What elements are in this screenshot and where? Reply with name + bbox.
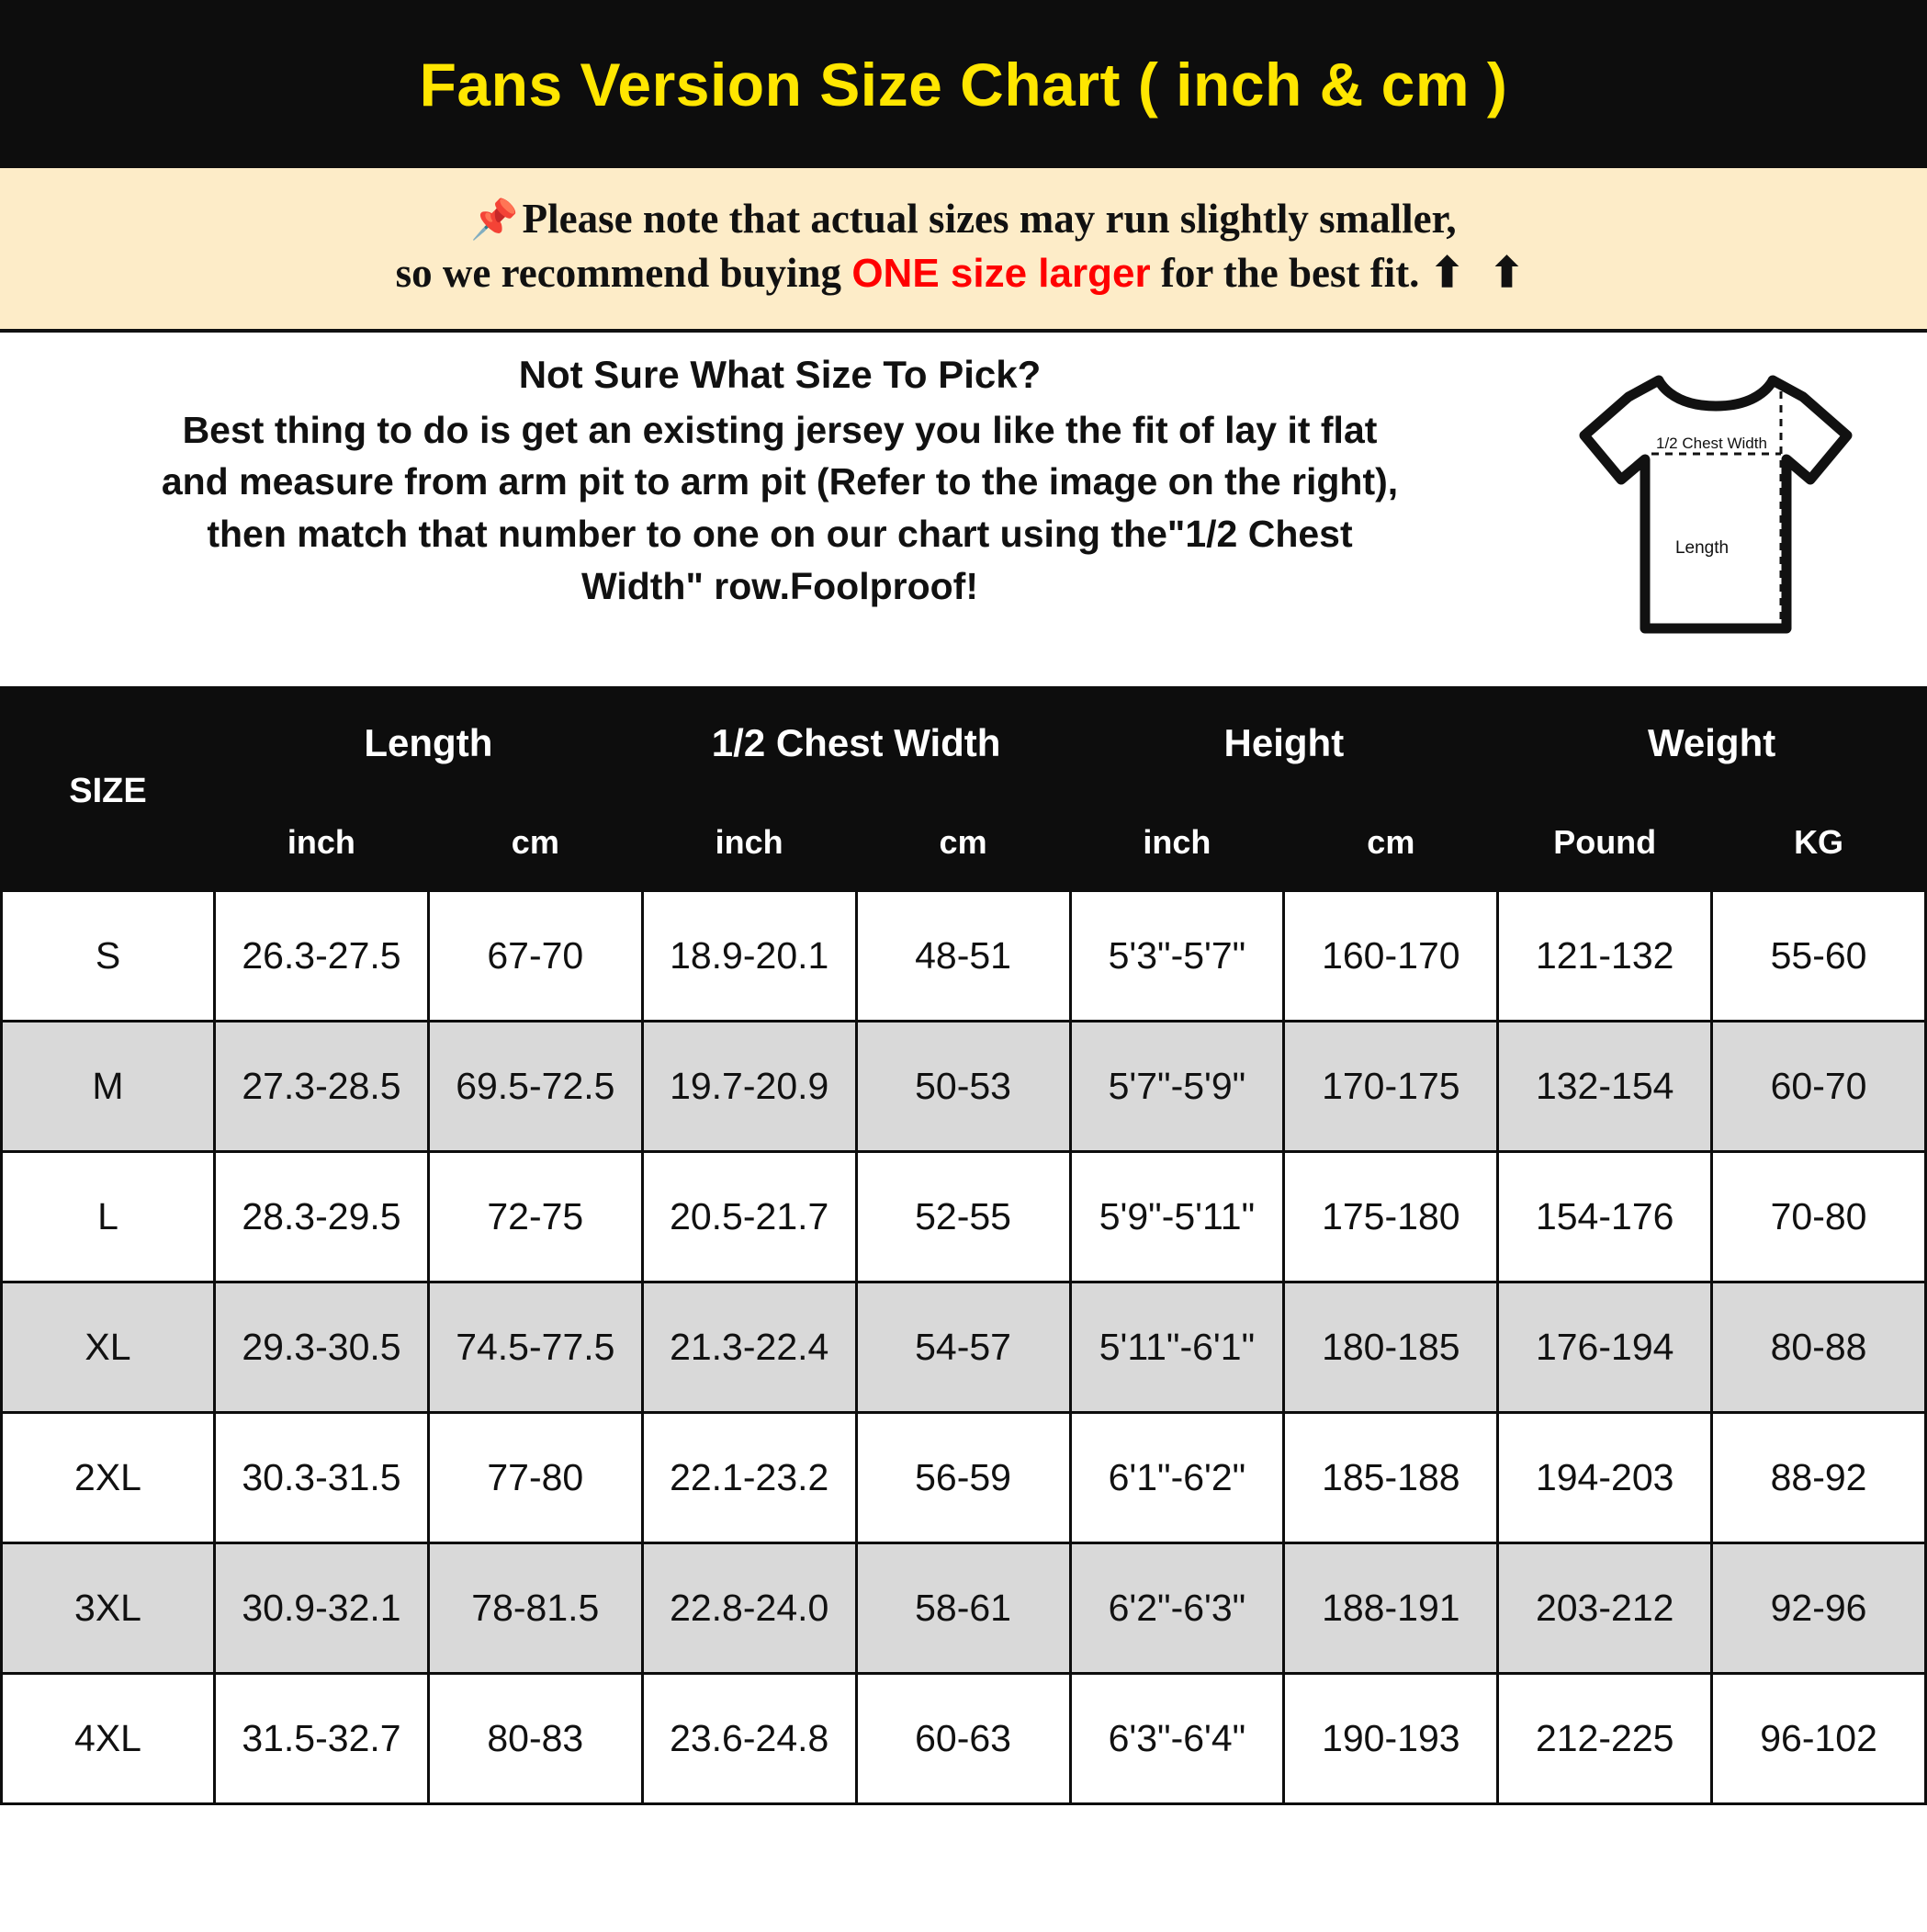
measurement-cell: 23.6-24.8: [642, 1673, 856, 1803]
pin-icon: 📌: [470, 199, 519, 242]
measurement-cell: 154-176: [1498, 1151, 1712, 1282]
measurement-cell: 72-75: [428, 1151, 642, 1282]
size-note-banner: [0, 168, 1927, 333]
note-line-2-suffix: for the best fit.: [1150, 250, 1430, 297]
header-group-chest-width: 1/2 Chest Width: [642, 692, 1070, 795]
measurement-cell: 212-225: [1498, 1673, 1712, 1803]
measurement-cell: 22.1-23.2: [642, 1412, 856, 1542]
measurement-cell: 58-61: [856, 1542, 1070, 1673]
size-label-cell: M: [2, 1021, 215, 1151]
measurement-cell: 190-193: [1284, 1673, 1498, 1803]
measurement-cell: 70-80: [1712, 1151, 1926, 1282]
table-row: [2, 1021, 1926, 1151]
table-row: [2, 1673, 1926, 1803]
measurement-cell: 19.7-20.9: [642, 1021, 856, 1151]
measurement-cell: 80-88: [1712, 1282, 1926, 1412]
size-table-body: [2, 890, 1926, 1803]
header-unit-length-inch: inch: [215, 795, 429, 890]
note-emphasis: ONE size larger: [851, 251, 1151, 297]
advice-text-block: [9, 353, 1550, 612]
measurement-cell: 20.5-21.7: [642, 1151, 856, 1282]
measurement-cell: 31.5-32.7: [215, 1673, 429, 1803]
header-unit-weight-kg: KG: [1712, 795, 1926, 890]
table-header-group-row: [2, 692, 1926, 795]
measurement-cell: 88-92: [1712, 1412, 1926, 1542]
table-row: [2, 890, 1926, 1021]
measurement-cell: 69.5-72.5: [428, 1021, 642, 1151]
note-line-2-prefix: so we recommend buying: [395, 250, 852, 297]
tshirt-diagram: [1550, 353, 1918, 656]
table-row: [2, 1542, 1926, 1673]
measurement-cell: 6'2"-6'3": [1070, 1542, 1284, 1673]
measurement-cell: 29.3-30.5: [215, 1282, 429, 1412]
measurement-cell: 5'11"-6'1": [1070, 1282, 1284, 1412]
measurement-cell: 74.5-77.5: [428, 1282, 642, 1412]
advice-line-2: and measure from arm pit to arm pit (Refer to the image on the right),: [161, 460, 1399, 503]
header-group-weight: Weight: [1498, 692, 1926, 795]
measurement-cell: 21.3-22.4: [642, 1282, 856, 1412]
measurement-cell: 55-60: [1712, 890, 1926, 1021]
size-label-cell: XL: [2, 1282, 215, 1412]
size-label-cell: 3XL: [2, 1542, 215, 1673]
header-group-height: Height: [1070, 692, 1498, 795]
header-unit-chest-cm: cm: [856, 795, 1070, 890]
measurement-cell: 18.9-20.1: [642, 890, 856, 1021]
measurement-cell: 170-175: [1284, 1021, 1498, 1151]
note-line-1: [18, 192, 1909, 246]
header-unit-chest-inch: inch: [642, 795, 856, 890]
size-label-cell: 4XL: [2, 1673, 215, 1803]
measurement-cell: 80-83: [428, 1673, 642, 1803]
size-label-cell: S: [2, 890, 215, 1021]
up-arrows-icon: ⬆ ⬆: [1429, 250, 1532, 297]
measurement-cell: 5'7"-5'9": [1070, 1021, 1284, 1151]
measurement-cell: 22.8-24.0: [642, 1542, 856, 1673]
measurement-cell: 30.3-31.5: [215, 1412, 429, 1542]
measurement-cell: 121-132: [1498, 890, 1712, 1021]
advice-line-4: Width" row.Foolproof!: [581, 564, 978, 607]
measurement-cell: 175-180: [1284, 1151, 1498, 1282]
measurement-cell: 5'9"-5'11": [1070, 1151, 1284, 1282]
measurement-cell: 56-59: [856, 1412, 1070, 1542]
header-unit-height-inch: inch: [1070, 795, 1284, 890]
measurement-cell: 194-203: [1498, 1412, 1712, 1542]
measurement-cell: 60-63: [856, 1673, 1070, 1803]
advice-line-3: then match that number to one on our chart using the"1/2 Chest: [207, 512, 1353, 555]
measurement-cell: 50-53: [856, 1021, 1070, 1151]
measurement-cell: 92-96: [1712, 1542, 1926, 1673]
note-line-1-text: Please note that actual sizes may run slightly smaller,: [522, 196, 1457, 242]
measurement-cell: 77-80: [428, 1412, 642, 1542]
size-label-cell: L: [2, 1151, 215, 1282]
header-size: SIZE: [2, 692, 215, 890]
measurement-cell: 67-70: [428, 890, 642, 1021]
table-row: [2, 1282, 1926, 1412]
header-group-length: Length: [215, 692, 643, 795]
measurement-cell: 203-212: [1498, 1542, 1712, 1673]
tshirt-icon: [1564, 353, 1867, 656]
header-unit-height-cm: cm: [1284, 795, 1498, 890]
size-label-cell: 2XL: [2, 1412, 215, 1542]
chest-width-label: 1/2 Chest Width: [1656, 434, 1767, 452]
measurement-cell: 160-170: [1284, 890, 1498, 1021]
advice-line-1: Best thing to do is get an existing jersey you like the fit of lay it flat: [182, 408, 1378, 451]
header-unit-weight-pound: Pound: [1498, 795, 1712, 890]
header-unit-length-cm: cm: [428, 795, 642, 890]
table-row: [2, 1412, 1926, 1542]
chart-title-bar: [0, 0, 1927, 168]
measurement-cell: 6'1"-6'2": [1070, 1412, 1284, 1542]
advice-heading: Not Sure What Size To Pick?: [518, 352, 1042, 396]
length-label: Length: [1674, 537, 1730, 558]
measurement-cell: 96-102: [1712, 1673, 1926, 1803]
measurement-cell: 60-70: [1712, 1021, 1926, 1151]
table-header-unit-row: [2, 795, 1926, 890]
page-title: Fans Version Size Chart ( inch & cm ): [419, 50, 1508, 119]
measurement-cell: 6'3"-6'4": [1070, 1673, 1284, 1803]
measurement-cell: 78-81.5: [428, 1542, 642, 1673]
measurement-cell: 180-185: [1284, 1282, 1498, 1412]
measuring-advice-section: [0, 333, 1927, 691]
table-row: [2, 1151, 1926, 1282]
measurement-cell: 188-191: [1284, 1542, 1498, 1673]
measurement-cell: 27.3-28.5: [215, 1021, 429, 1151]
measurement-cell: 26.3-27.5: [215, 890, 429, 1021]
measurement-cell: 132-154: [1498, 1021, 1712, 1151]
note-line-2: [18, 246, 1909, 300]
measurement-cell: 48-51: [856, 890, 1070, 1021]
measurement-cell: 30.9-32.1: [215, 1542, 429, 1673]
measurement-cell: 28.3-29.5: [215, 1151, 429, 1282]
measurement-cell: 176-194: [1498, 1282, 1712, 1412]
size-table: [0, 691, 1927, 1805]
measurement-cell: 54-57: [856, 1282, 1070, 1412]
measurement-cell: 185-188: [1284, 1412, 1498, 1542]
measurement-cell: 52-55: [856, 1151, 1070, 1282]
measurement-cell: 5'3"-5'7": [1070, 890, 1284, 1021]
